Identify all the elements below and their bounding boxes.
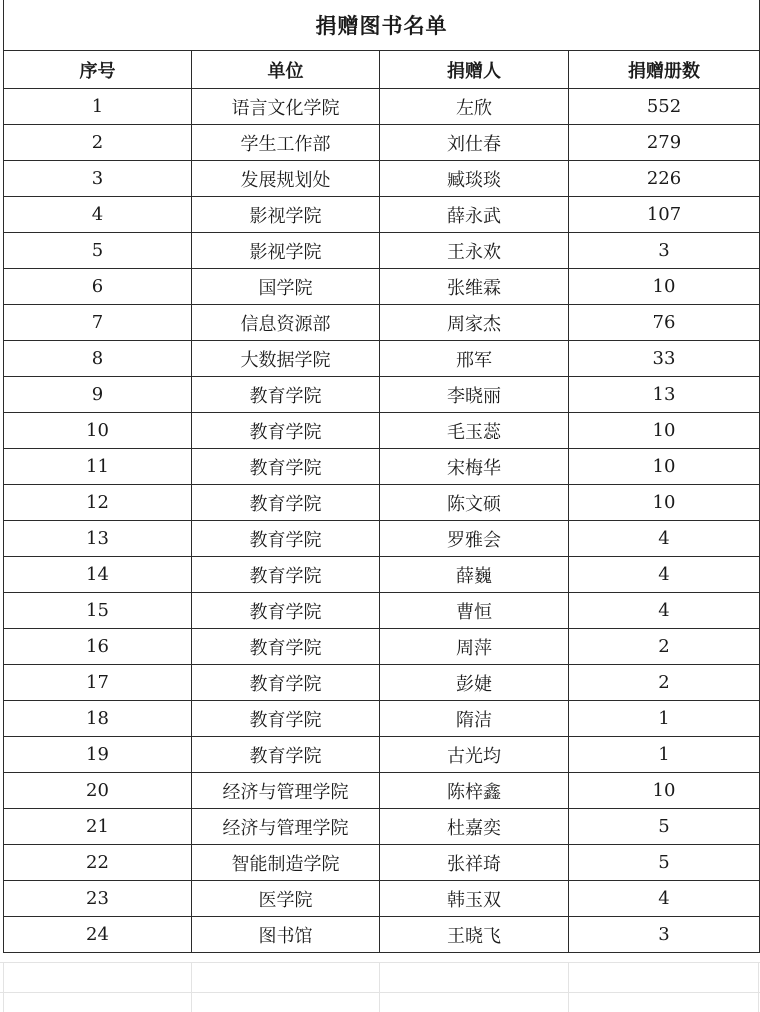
- cell-count[interactable]: 4: [569, 881, 760, 917]
- header-row: [4, 51, 760, 89]
- cell-donor[interactable]: 刘仕春: [380, 125, 569, 161]
- table-row: [4, 881, 760, 917]
- cell-count[interactable]: 76: [569, 305, 760, 341]
- cell-unit[interactable]: 教育学院: [192, 737, 380, 773]
- table-row: [4, 233, 760, 269]
- cell-count[interactable]: 33: [569, 341, 760, 377]
- cell-index[interactable]: 21: [4, 809, 192, 845]
- table-row: [4, 413, 760, 449]
- column-header-index[interactable]: 序号: [4, 51, 192, 89]
- table-row: [4, 161, 760, 197]
- cell-index[interactable]: 9: [4, 377, 192, 413]
- table-row: [4, 341, 760, 377]
- cell-donor[interactable]: 臧琰琰: [380, 161, 569, 197]
- empty-grid-area: [0, 962, 760, 1012]
- table-row: [4, 917, 760, 953]
- cell-index[interactable]: 18: [4, 701, 192, 737]
- table-row: [4, 557, 760, 593]
- cell-unit[interactable]: 语言文化学院: [192, 89, 380, 125]
- table-row: [4, 773, 760, 809]
- cell-index[interactable]: 24: [4, 917, 192, 953]
- cell-donor[interactable]: 宋梅华: [380, 449, 569, 485]
- cell-index[interactable]: 20: [4, 773, 192, 809]
- cell-count[interactable]: 2: [569, 665, 760, 701]
- cell-index[interactable]: 23: [4, 881, 192, 917]
- table-row: [4, 449, 760, 485]
- table-row: [4, 269, 760, 305]
- cell-count[interactable]: 5: [569, 809, 760, 845]
- cell-index[interactable]: 22: [4, 845, 192, 881]
- cell-unit[interactable]: 教育学院: [192, 557, 380, 593]
- cell-donor[interactable]: 毛玉蕊: [380, 413, 569, 449]
- cell-index[interactable]: 3: [4, 161, 192, 197]
- cell-index[interactable]: 6: [4, 269, 192, 305]
- table-row: [4, 377, 760, 413]
- cell-count[interactable]: 1: [569, 701, 760, 737]
- cell-unit[interactable]: 经济与管理学院: [192, 809, 380, 845]
- cell-unit[interactable]: 教育学院: [192, 485, 380, 521]
- cell-unit[interactable]: 教育学院: [192, 521, 380, 557]
- cell-donor[interactable]: 杜嘉奕: [380, 809, 569, 845]
- cell-index[interactable]: 16: [4, 629, 192, 665]
- cell-unit[interactable]: 教育学院: [192, 413, 380, 449]
- cell-unit[interactable]: 发展规划处: [192, 161, 380, 197]
- cell-count[interactable]: 279: [569, 125, 760, 161]
- title-row: [4, 0, 760, 51]
- cell-unit[interactable]: 教育学院: [192, 629, 380, 665]
- cell-unit[interactable]: 经济与管理学院: [192, 773, 380, 809]
- cell-index[interactable]: 11: [4, 449, 192, 485]
- cell-count[interactable]: 10: [569, 485, 760, 521]
- cell-donor[interactable]: 罗雅会: [380, 521, 569, 557]
- cell-donor[interactable]: 王永欢: [380, 233, 569, 269]
- cell-donor[interactable]: 周家杰: [380, 305, 569, 341]
- cell-count[interactable]: 4: [569, 593, 760, 629]
- cell-index[interactable]: 10: [4, 413, 192, 449]
- cell-count[interactable]: 10: [569, 449, 760, 485]
- cell-index[interactable]: 2: [4, 125, 192, 161]
- cell-unit[interactable]: 教育学院: [192, 701, 380, 737]
- cell-donor[interactable]: 张祥琦: [380, 845, 569, 881]
- column-header-donor[interactable]: 捐赠人: [380, 51, 569, 89]
- table-row: [4, 845, 760, 881]
- cell-index[interactable]: 1: [4, 89, 192, 125]
- cell-count[interactable]: 3: [569, 917, 760, 953]
- cell-unit[interactable]: 医学院: [192, 881, 380, 917]
- cell-count[interactable]: 10: [569, 413, 760, 449]
- cell-donor[interactable]: 陈文硕: [380, 485, 569, 521]
- cell-donor[interactable]: 薛巍: [380, 557, 569, 593]
- cell-count[interactable]: 1: [569, 737, 760, 773]
- cell-unit[interactable]: 教育学院: [192, 593, 380, 629]
- cell-count[interactable]: 2: [569, 629, 760, 665]
- cell-donor[interactable]: 陈梓鑫: [380, 773, 569, 809]
- column-header-count[interactable]: 捐赠册数: [569, 51, 760, 89]
- cell-donor[interactable]: 王晓飞: [380, 917, 569, 953]
- cell-count[interactable]: 10: [569, 773, 760, 809]
- table-row: [4, 629, 760, 665]
- cell-unit[interactable]: 教育学院: [192, 449, 380, 485]
- table-row: [4, 521, 760, 557]
- cell-index[interactable]: 4: [4, 197, 192, 233]
- donation-table: [3, 0, 760, 953]
- cell-index[interactable]: 14: [4, 557, 192, 593]
- cell-donor[interactable]: 周萍: [380, 629, 569, 665]
- cell-unit[interactable]: 国学院: [192, 269, 380, 305]
- table-row: [4, 809, 760, 845]
- cell-donor[interactable]: 隋洁: [380, 701, 569, 737]
- table-body: [4, 89, 760, 953]
- cell-index[interactable]: 8: [4, 341, 192, 377]
- cell-count[interactable]: 5: [569, 845, 760, 881]
- table-row: [4, 125, 760, 161]
- cell-donor[interactable]: 邢军: [380, 341, 569, 377]
- cell-count[interactable]: 10: [569, 269, 760, 305]
- cell-donor[interactable]: 左欣: [380, 89, 569, 125]
- table-row: [4, 89, 760, 125]
- cell-unit[interactable]: 信息资源部: [192, 305, 380, 341]
- cell-donor[interactable]: 韩玉双: [380, 881, 569, 917]
- cell-index[interactable]: 13: [4, 521, 192, 557]
- cell-index[interactable]: 7: [4, 305, 192, 341]
- cell-count[interactable]: 552: [569, 89, 760, 125]
- cell-donor[interactable]: 曹恒: [380, 593, 569, 629]
- cell-unit[interactable]: 影视学院: [192, 233, 380, 269]
- table-row: [4, 701, 760, 737]
- table-row: [4, 665, 760, 701]
- column-header-unit[interactable]: 单位: [192, 51, 380, 89]
- cell-index[interactable]: 19: [4, 737, 192, 773]
- cell-index[interactable]: 5: [4, 233, 192, 269]
- table-row: [4, 737, 760, 773]
- cell-unit[interactable]: 教育学院: [192, 665, 380, 701]
- cell-index[interactable]: 12: [4, 485, 192, 521]
- cell-donor[interactable]: 张维霖: [380, 269, 569, 305]
- table-row: [4, 593, 760, 629]
- cell-unit[interactable]: 大数据学院: [192, 341, 380, 377]
- cell-donor[interactable]: 古光均: [380, 737, 569, 773]
- table-row: [4, 305, 760, 341]
- table-title[interactable]: 捐赠图书名单: [4, 0, 760, 51]
- cell-unit[interactable]: 教育学院: [192, 377, 380, 413]
- cell-unit[interactable]: 智能制造学院: [192, 845, 380, 881]
- cell-count[interactable]: 226: [569, 161, 760, 197]
- cell-donor[interactable]: 李晓丽: [380, 377, 569, 413]
- cell-count[interactable]: 4: [569, 521, 760, 557]
- cell-index[interactable]: 17: [4, 665, 192, 701]
- cell-unit[interactable]: 影视学院: [192, 197, 380, 233]
- cell-count[interactable]: 13: [569, 377, 760, 413]
- cell-count[interactable]: 3: [569, 233, 760, 269]
- cell-unit[interactable]: 图书馆: [192, 917, 380, 953]
- cell-count[interactable]: 107: [569, 197, 760, 233]
- cell-donor[interactable]: 彭婕: [380, 665, 569, 701]
- cell-count[interactable]: 4: [569, 557, 760, 593]
- cell-index[interactable]: 15: [4, 593, 192, 629]
- table-row: [4, 485, 760, 521]
- table-row: [4, 197, 760, 233]
- cell-unit[interactable]: 学生工作部: [192, 125, 380, 161]
- cell-donor[interactable]: 薛永武: [380, 197, 569, 233]
